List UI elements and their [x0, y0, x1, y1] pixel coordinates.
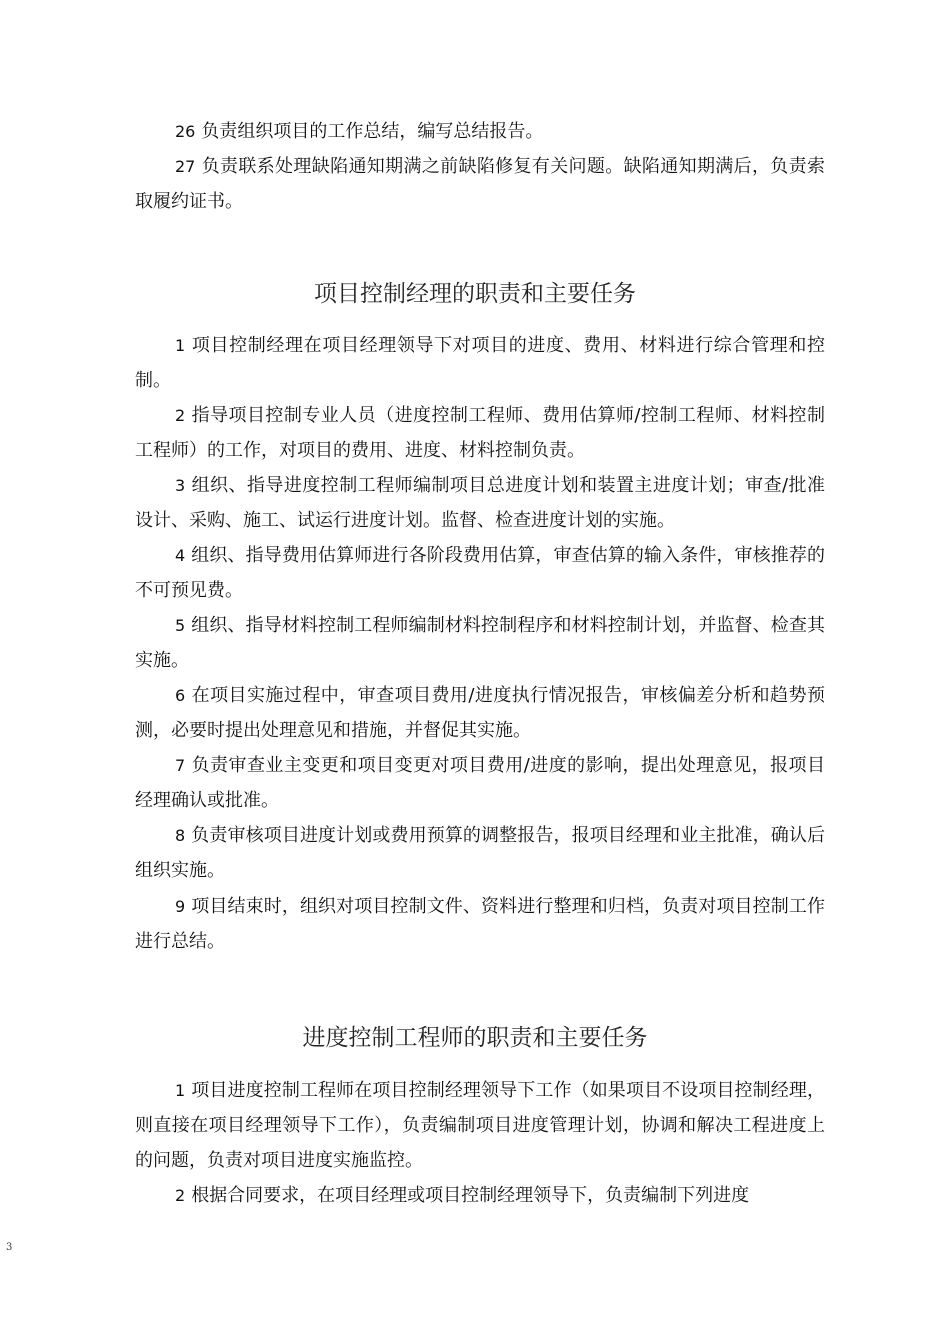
- list-item: [135, 1178, 825, 1213]
- item-number: 2: [175, 1186, 186, 1205]
- item-number: 6: [175, 686, 186, 705]
- item-number: 26: [175, 122, 196, 141]
- list-item: [135, 468, 825, 538]
- item-text: 组织、指导费用估算师进行各阶段费用估算，审查估算的输入条件，审核推荐的不可预见费。: [135, 545, 825, 601]
- item-text: 根据合同要求，在项目经理或项目控制经理领导下，负责编制下列进度: [191, 1185, 750, 1206]
- list-item: [135, 608, 825, 678]
- item-text: 在项目实施过程中，审查项目费用/进度执行情况报告，审核偏差分析和趋势预测，必要时提出处理意见和措施，并督促其实施。: [135, 685, 825, 741]
- item-text: 负责审查业主变更和项目变更对项目费用/进度的影响，提出处理意见，报项目经理确认或批准。: [135, 755, 825, 811]
- section-heading-schedule-engineer: 进度控制工程师的职责和主要任务: [302, 1025, 648, 1051]
- item-number: 2: [175, 406, 186, 425]
- item-text: 项目控制经理在项目经理领导下对项目的进度、费用、材料进行综合管理和控制。: [135, 335, 825, 391]
- list-item: [135, 538, 825, 608]
- list-item: [135, 678, 825, 748]
- item-number: 1: [175, 336, 186, 355]
- list-item: [135, 398, 825, 468]
- list-item: [135, 149, 825, 219]
- item-text: 项目结束时，组织对项目控制文件、资料进行整理和归档，负责对项目控制工作进行总结。: [135, 896, 825, 952]
- item-text: 负责组织项目的工作总结，编写总结报告。: [201, 121, 544, 142]
- page-number: 3: [6, 1242, 13, 1253]
- item-number: 3: [175, 476, 186, 495]
- item-number: 4: [175, 546, 186, 565]
- list-item: [135, 114, 825, 149]
- item-number: 27: [175, 157, 196, 176]
- section-heading-project-control: 项目控制经理的职责和主要任务: [314, 281, 636, 307]
- item-text: 组织、指导材料控制工程师编制材料控制程序和材料控制计划，并监督、检查其实施。: [135, 615, 825, 671]
- item-text: 负责联系处理缺陷通知期满之前缺陷修复有关问题。缺陷通知期满后，负责索取履约证书。: [135, 156, 825, 212]
- item-number: 1: [175, 1081, 186, 1100]
- item-text: 组织、指导进度控制工程师编制项目总进度计划和装置主进度计划；审查/批准设计、采购、施工、试运行进度计划。监督、检查进度计划的实施。: [135, 475, 825, 531]
- item-text: 项目进度控制工程师在项目控制经理领导下工作（如果项目不设项目控制经理，则直接在项目经理领导下工作），负责编制项目进度管理计划，协调和解决工程进度上的问题，负责对项目进度实施监控。: [135, 1080, 825, 1171]
- list-item: [135, 889, 825, 959]
- item-number: 9: [175, 897, 186, 916]
- list-item: [135, 748, 825, 818]
- item-number: 7: [175, 756, 186, 775]
- item-text: 指导项目控制专业人员（进度控制工程师、费用估算师/控制工程师、材料控制工程师）的工作，对项目的费用、进度、材料控制负责。: [135, 405, 825, 461]
- item-number: 5: [175, 616, 186, 635]
- item-number: 8: [175, 826, 186, 845]
- item-text: 负责审核项目进度计划或费用预算的调整报告，报项目经理和业主批准，确认后组织实施。: [135, 825, 825, 881]
- list-item: [135, 818, 825, 888]
- list-item: [135, 328, 825, 398]
- list-item: [135, 1073, 825, 1178]
